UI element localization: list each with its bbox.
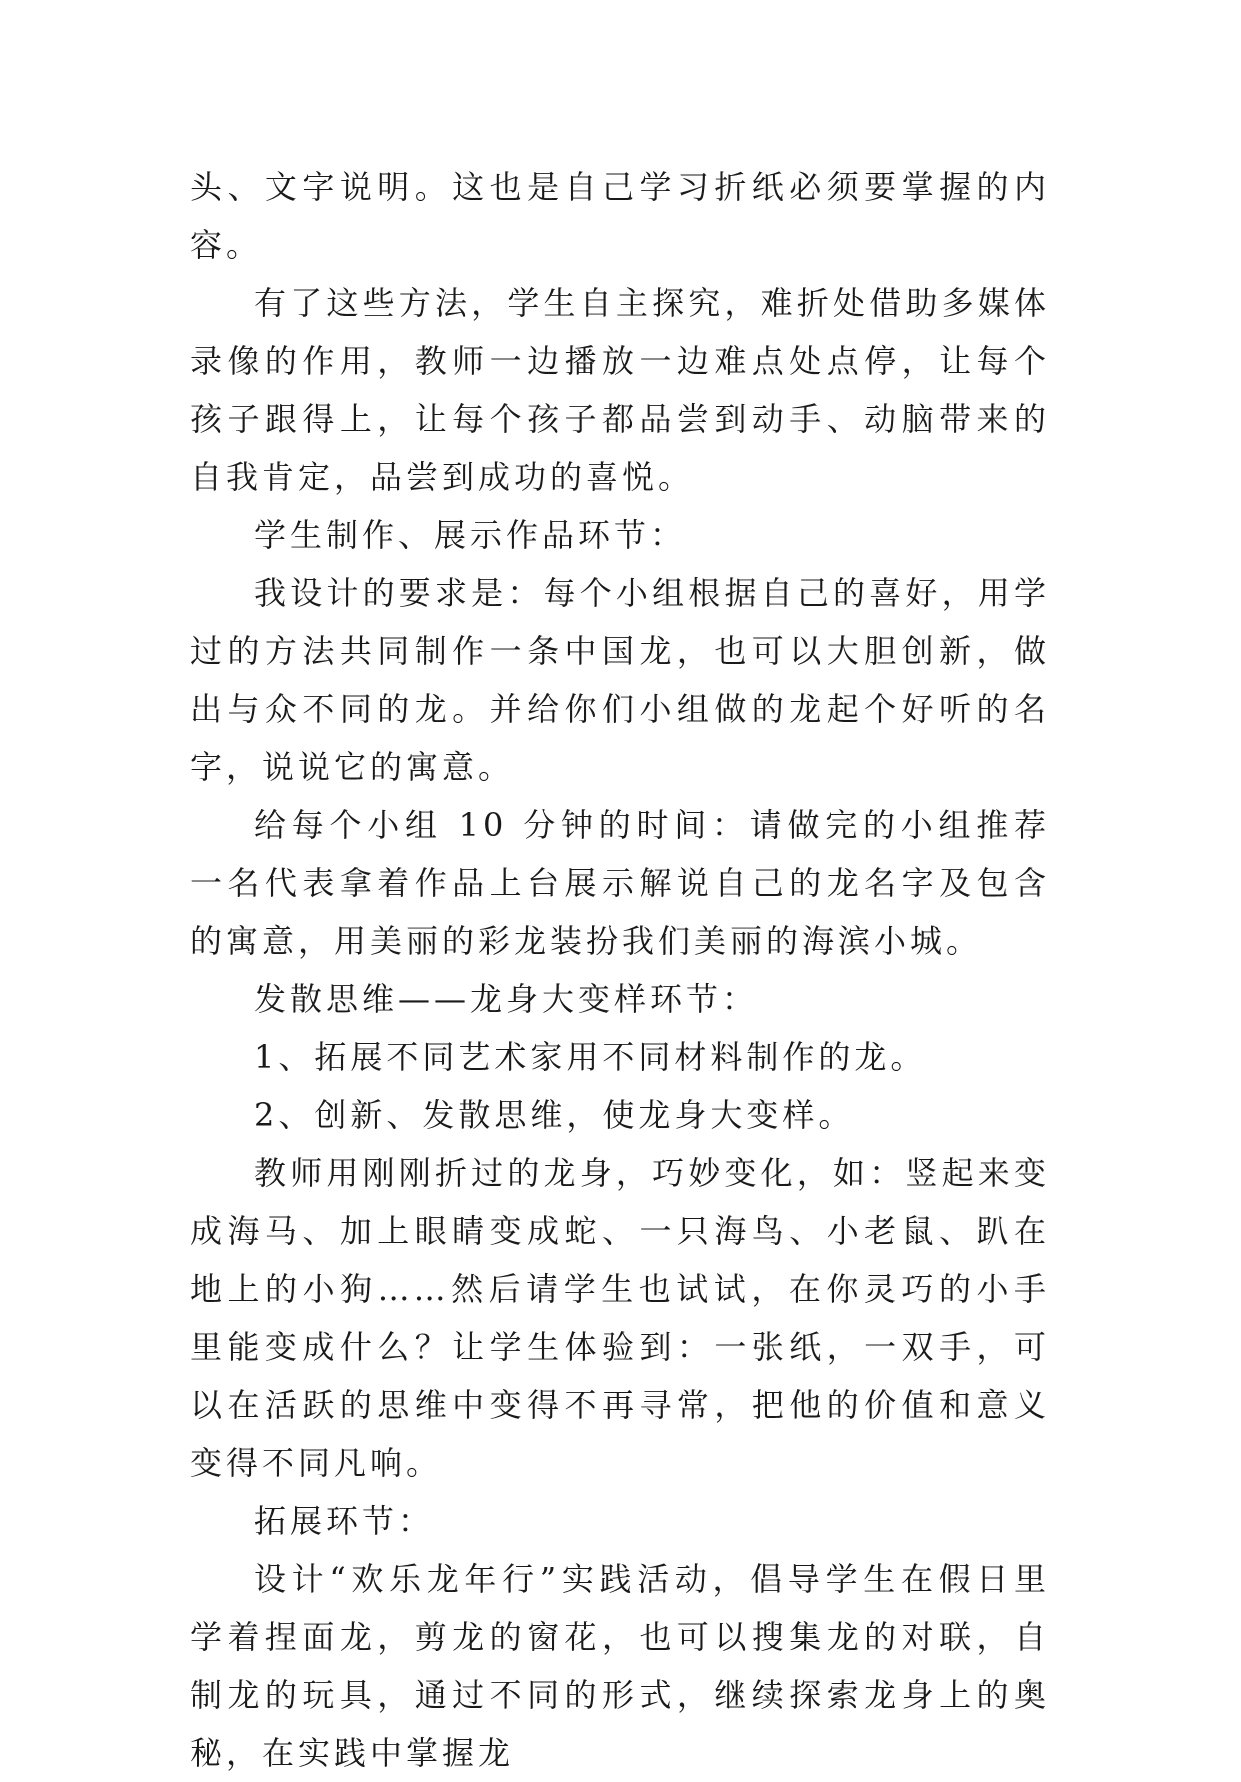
paragraph-teacher-demo: 教师用刚刚折过的龙身，巧妙变化，如：竖起来变成海马、加上眼睛变成蛇、一只海鸟、小老鼠、趴在地上的小狗……然后请学生也试试，在你灵巧的小手里能变成什么？让学生体验到：一张纸，一双手，可以在活跃的思维中变得不再寻常，把他的价值和意义变得不同凡响。 bbox=[190, 1154, 1050, 1482]
paragraph-continuation: 头、文字说明。这也是自己学习折纸必须要掌握的内容。 bbox=[190, 168, 1050, 264]
list-item-2: 2、创新、发散思维，使龙身大变样。 bbox=[254, 1096, 855, 1134]
section-heading-extension: 拓展环节： bbox=[254, 1502, 435, 1540]
body-text bbox=[190, 158, 1050, 1782]
list-item-1: 1、拓展不同艺术家用不同材料制作的龙。 bbox=[254, 1038, 927, 1076]
paragraph-methods: 有了这些方法，学生自主探究，难折处借助多媒体录像的作用，教师一边播放一边难点处点停，让每个孩子跟得上，让每个孩子都品尝到动手、动脑带来的自我肯定，品尝到成功的喜悦。 bbox=[190, 284, 1050, 496]
paragraph-ten-minutes: 给每个小组 10 分钟的时间：请做完的小组推荐一名代表拿着作品上台展示解说自己的龙名字及包含的寓意，用美丽的彩龙装扮我们美丽的海滨小城。 bbox=[190, 806, 1050, 960]
paragraph-practice-activity: 设计“欢乐龙年行”实践活动，倡导学生在假日里学着捏面龙，剪龙的窗花，也可以搜集龙的对联，自制龙的玩具，通过不同的形式，继续探索龙身上的奥秘，在实践中掌握龙 bbox=[190, 1560, 1050, 1772]
section-heading-student-work: 学生制作、展示作品环节： bbox=[254, 516, 687, 554]
paragraph-requirements: 我设计的要求是：每个小组根据自己的喜好，用学过的方法共同制作一条中国龙，也可以大胆创新，做出与众不同的龙。并给你们小组做的龙起个好听的名字，说说它的寓意。 bbox=[190, 574, 1050, 786]
section-heading-divergent-thinking: 发散思维——龙身大变样环节： bbox=[254, 980, 759, 1018]
